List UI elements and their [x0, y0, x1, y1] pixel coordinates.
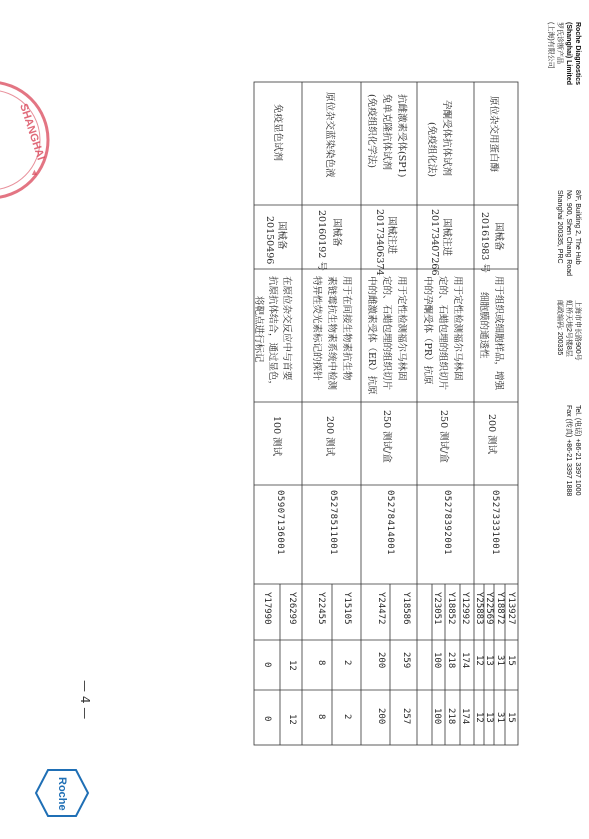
product-name: (免疫组化法) [426, 122, 437, 177]
roche-logo [34, 768, 90, 818]
product-code: 05278414001 [385, 490, 395, 556]
lot-number: Y18872 [495, 592, 505, 625]
quantity-count: 13 [484, 655, 494, 666]
intended-use-line: 抗原抗体结合，通过显色， [267, 276, 278, 391]
lot-number: Y22569 [484, 592, 494, 625]
intended-use-line: 特异性荧光素标记的探针 [311, 276, 322, 381]
specification: 100 测试 [271, 416, 282, 457]
product-name: (免疫组织化学法) [366, 94, 377, 168]
intended-use-line: 素链霉抗生物素系统中检测 [326, 276, 337, 391]
intended-use-line: 用于定性检测福尔马林固 [396, 276, 407, 381]
quantity-count: 15 [506, 655, 516, 666]
intended-use-line: 在原位杂交反应中与首要 [281, 276, 292, 381]
specification: 200 测试 [324, 416, 335, 457]
quantity-count: 257 [401, 708, 411, 725]
logo-text: Roche [56, 777, 68, 811]
company-name-cn2: (上海)有限公司 [547, 22, 554, 69]
product-code: 05278511001 [328, 490, 338, 556]
quantity-count: 218 [446, 708, 456, 725]
registration-number: 20173407266 [429, 209, 440, 276]
registration-number: 20160192 号 [316, 210, 327, 271]
intended-use-line: 用于组织或细胞样品，增强 [493, 276, 504, 391]
specification: 200 测试 [486, 414, 497, 455]
address-line1: 8/F, Building 2, The Hub [574, 190, 581, 265]
product-name: 抗雌激素受体(SP1) [396, 94, 407, 178]
quantity-count: 12 [474, 655, 484, 666]
lot-number: Y18852 [446, 592, 456, 625]
product-name: 原位杂交蓝染染色液 [324, 92, 335, 178]
svg-text:SHANGHAI: SHANGHAI [17, 102, 47, 162]
quantity-count: 15 [506, 712, 516, 723]
quantity-count: 100 [432, 708, 442, 725]
company-name-cn1: 罗氏诊断产品 [556, 22, 563, 64]
address-line3: Shanghai 200335, PRC [556, 190, 563, 264]
lot-number: Y15105 [342, 592, 352, 625]
lot-number: Y17990 [262, 592, 272, 625]
lot-number: Y26299 [287, 592, 297, 625]
quantity-count: 8 [316, 660, 326, 666]
specification: 250 测试/盒 [381, 410, 392, 463]
quantity-count: 12 [287, 714, 297, 725]
registration-label: 国械注进 [386, 216, 397, 255]
svg-text:▲: ▲ [30, 167, 39, 177]
intended-use-line: 定的、石蜡包埋的组织切片 [381, 276, 392, 391]
quantity-count: 174 [460, 652, 470, 669]
specification: 250 测试/盒 [438, 410, 449, 463]
product-name: 兔单克隆抗体试剂 [381, 94, 392, 171]
quantity-count: 259 [401, 652, 411, 669]
quantity-count: 218 [446, 652, 456, 669]
quantity-count: 12 [287, 660, 297, 671]
quantity-count: 8 [316, 714, 326, 720]
address-cn2: 虹桥天地2号楼8层 [565, 300, 572, 357]
registration-label: 国械备 [493, 222, 504, 251]
intended-use-line: 中的雌激素受体（ER）抗原 [366, 276, 377, 395]
quantity-count: 12 [474, 712, 484, 723]
lot-number: Y23051 [432, 592, 442, 625]
lot-number: Y24472 [376, 592, 386, 625]
product-code: 05278392001 [442, 490, 452, 556]
product-name: 原位杂交用蛋白酶 [488, 96, 499, 173]
address-line2: No. 900, Shen Chang Road [565, 190, 572, 277]
tel-number: Tel. (电话) +86-21 3397 1000 [574, 405, 581, 496]
intended-use-line: 细胞膜的通透性 [478, 292, 489, 359]
intended-use-line: 将靶点进行标记 [253, 296, 264, 363]
quantity-count: 13 [484, 712, 494, 723]
quantity-count: 0 [262, 662, 272, 668]
lot-number: Y25883 [474, 592, 484, 625]
product-name: 孕酮受体抗体试剂 [441, 100, 452, 177]
quantity-count: 200 [376, 652, 386, 669]
product-code: 05273331001 [490, 490, 500, 556]
page-number: — 4 — [78, 680, 92, 720]
lot-number: Y22455 [316, 592, 326, 625]
intended-use-line: 用于定性检测福尔马林固 [452, 276, 463, 381]
lot-number: Y18586 [401, 592, 411, 625]
registration-label: 国械备 [331, 218, 342, 247]
quantity-count: 31 [495, 712, 505, 723]
product-code: 05907136001 [275, 490, 285, 556]
registration-label: 国械注进 [441, 218, 452, 257]
intended-use-line: 中的孕酮受体（PR）抗原 [422, 276, 433, 385]
quantity-count: 100 [432, 652, 442, 669]
intended-use-line: 定的、石蜡包埋的组织切片 [437, 276, 448, 391]
registration-number: 20173406374 [374, 209, 385, 276]
quantity-count: 0 [262, 716, 272, 722]
company-name-line1: Roche Diagnostics [574, 22, 581, 86]
quantity-count: 2 [342, 660, 352, 666]
registration-number: 20150496 [264, 216, 275, 265]
lot-number: Y13927 [506, 592, 516, 625]
address-cn3: 邮政编码: 200335 [556, 300, 563, 356]
lot-number: Y12992 [460, 592, 470, 625]
address-cn1: 上海市申长路900号 [574, 300, 581, 361]
quantity-count: 31 [495, 655, 505, 666]
quantity-count: 2 [342, 714, 352, 720]
registration-label: 国械备 [276, 221, 287, 250]
quantity-count: 174 [460, 708, 470, 725]
company-name-line2: (Shanghai) Limited [565, 22, 572, 85]
fax-number: Fax (传真) +86-21 3397 1888 [565, 405, 572, 497]
product-name: 免疫显色试剂 [272, 104, 283, 162]
registration-number: 20161983 号 [479, 212, 490, 273]
quantity-count: 200 [376, 708, 386, 725]
intended-use-line: 用于在间接生物素抗生物 [341, 276, 352, 381]
